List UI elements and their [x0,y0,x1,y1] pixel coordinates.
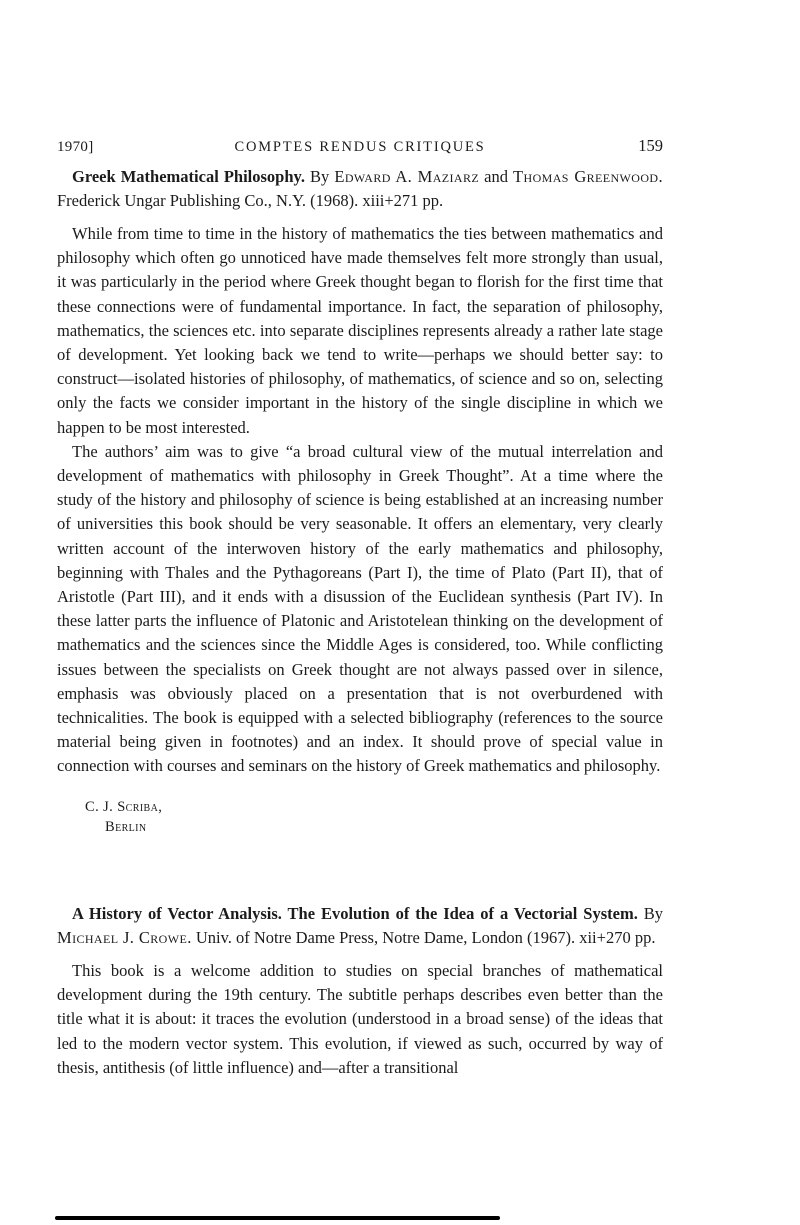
review-history-of-vector-analysis [57,902,663,1080]
review-heading [57,165,663,213]
author-name: Edward A. Maziarz [334,167,480,186]
book-title: Greek Mathematical Philosophy. [72,167,305,186]
page-content-lower [57,902,663,1080]
review-heading [57,902,663,950]
conjunction: and [479,167,514,186]
review-paragraph: The authors’ aim was to give “a broad cultural view of the mutual interrelation and development of mathematics with philosophy in Greek Thought”. At a time where the study of the history and philosophy of science is being established at an increasing number of universities this book should be very seasonable. It offers an elementary, very clearly written account of the interwoven history of the early mathematics and philosophy, beginning with Thales and the Pythagoreans (Part I), the time of Plato (Part II), that of Aristotle (Part III), and it ends with a disussion of the Euclidean synthesis (Part IV). In these latter parts the influence of Platonic and Aristotelean thinking on the development of mathematics and the sciences since the Middle Ages is considered, too. While conflicting issues between the specialists on Greek thought are not always passed over in silence, emphasis was obviously placed on a presentation that is not overburdened with technicalities. The book is equipped with a selected bibliography (references to the source material being given in footnotes) and an index. It should prove of special value in connection with courses and seminars on the history of Greek mathematics and philosophy. [57,441,663,776]
scan-artifact-line [55,1216,500,1220]
year-label: 1970] [57,139,94,155]
running-head [57,136,663,156]
reviewer-signature [85,797,663,837]
by-label: By [305,167,335,186]
author-name: Michael J. Crowe. [57,928,192,947]
review-paragraph: This book is a welcome addition to studies on special branches of mathematical development during the 19th century. The subtitle perhaps describes even better than the title what it is about: it traces the evolution (understood in a broad sense) of the ideas that led to the modern vector system. This evolution, if viewed as such, occurred by way of thesis, antithesis (of little influence) and—after a transitional [57,961,663,1077]
review-paragraph: While from time to time in the history of mathematics the ties between mathematics and philosophy which often go unnoticed have made themselves felt more strongly than usual, it was particularly in the period where Greek thought began to florish for the first time that these connections were of fundamental importance. In fact, the separation of philosophy, mathematics, the sciences etc. into separate disciplines represents already a rather late stage of development. Yet looking back we tend to write—perhaps we should better say: to construct—isolated histories of philosophy, of mathematics, of science and so on, selecting only the facts we consider important in the history of the single discipline in which we happen to be most interested. [57,224,663,437]
publication-info: Frederick Ungar Publishing Co., N.Y. (1968). xiii+271 pp. [57,191,444,210]
reviewer-location: Berlin [105,818,147,835]
publication-info: Univ. of Notre Dame Press, Notre Dame, London (1967). xii+270 pp. [191,928,656,947]
book-title: A History of Vector Analysis. The Evolution of the Idea of a Vectorial System. [72,904,638,923]
reviewer-name: C. J. Scriba, [85,798,163,815]
running-title: COMPTES RENDUS CRITIQUES [234,139,486,155]
review-greek-mathematical-philosophy [57,165,663,837]
page-content-upper [57,136,663,837]
page-number: 159 [638,136,663,155]
author-name: Thomas Greenwood. [513,167,664,186]
by-label: By [637,904,663,923]
